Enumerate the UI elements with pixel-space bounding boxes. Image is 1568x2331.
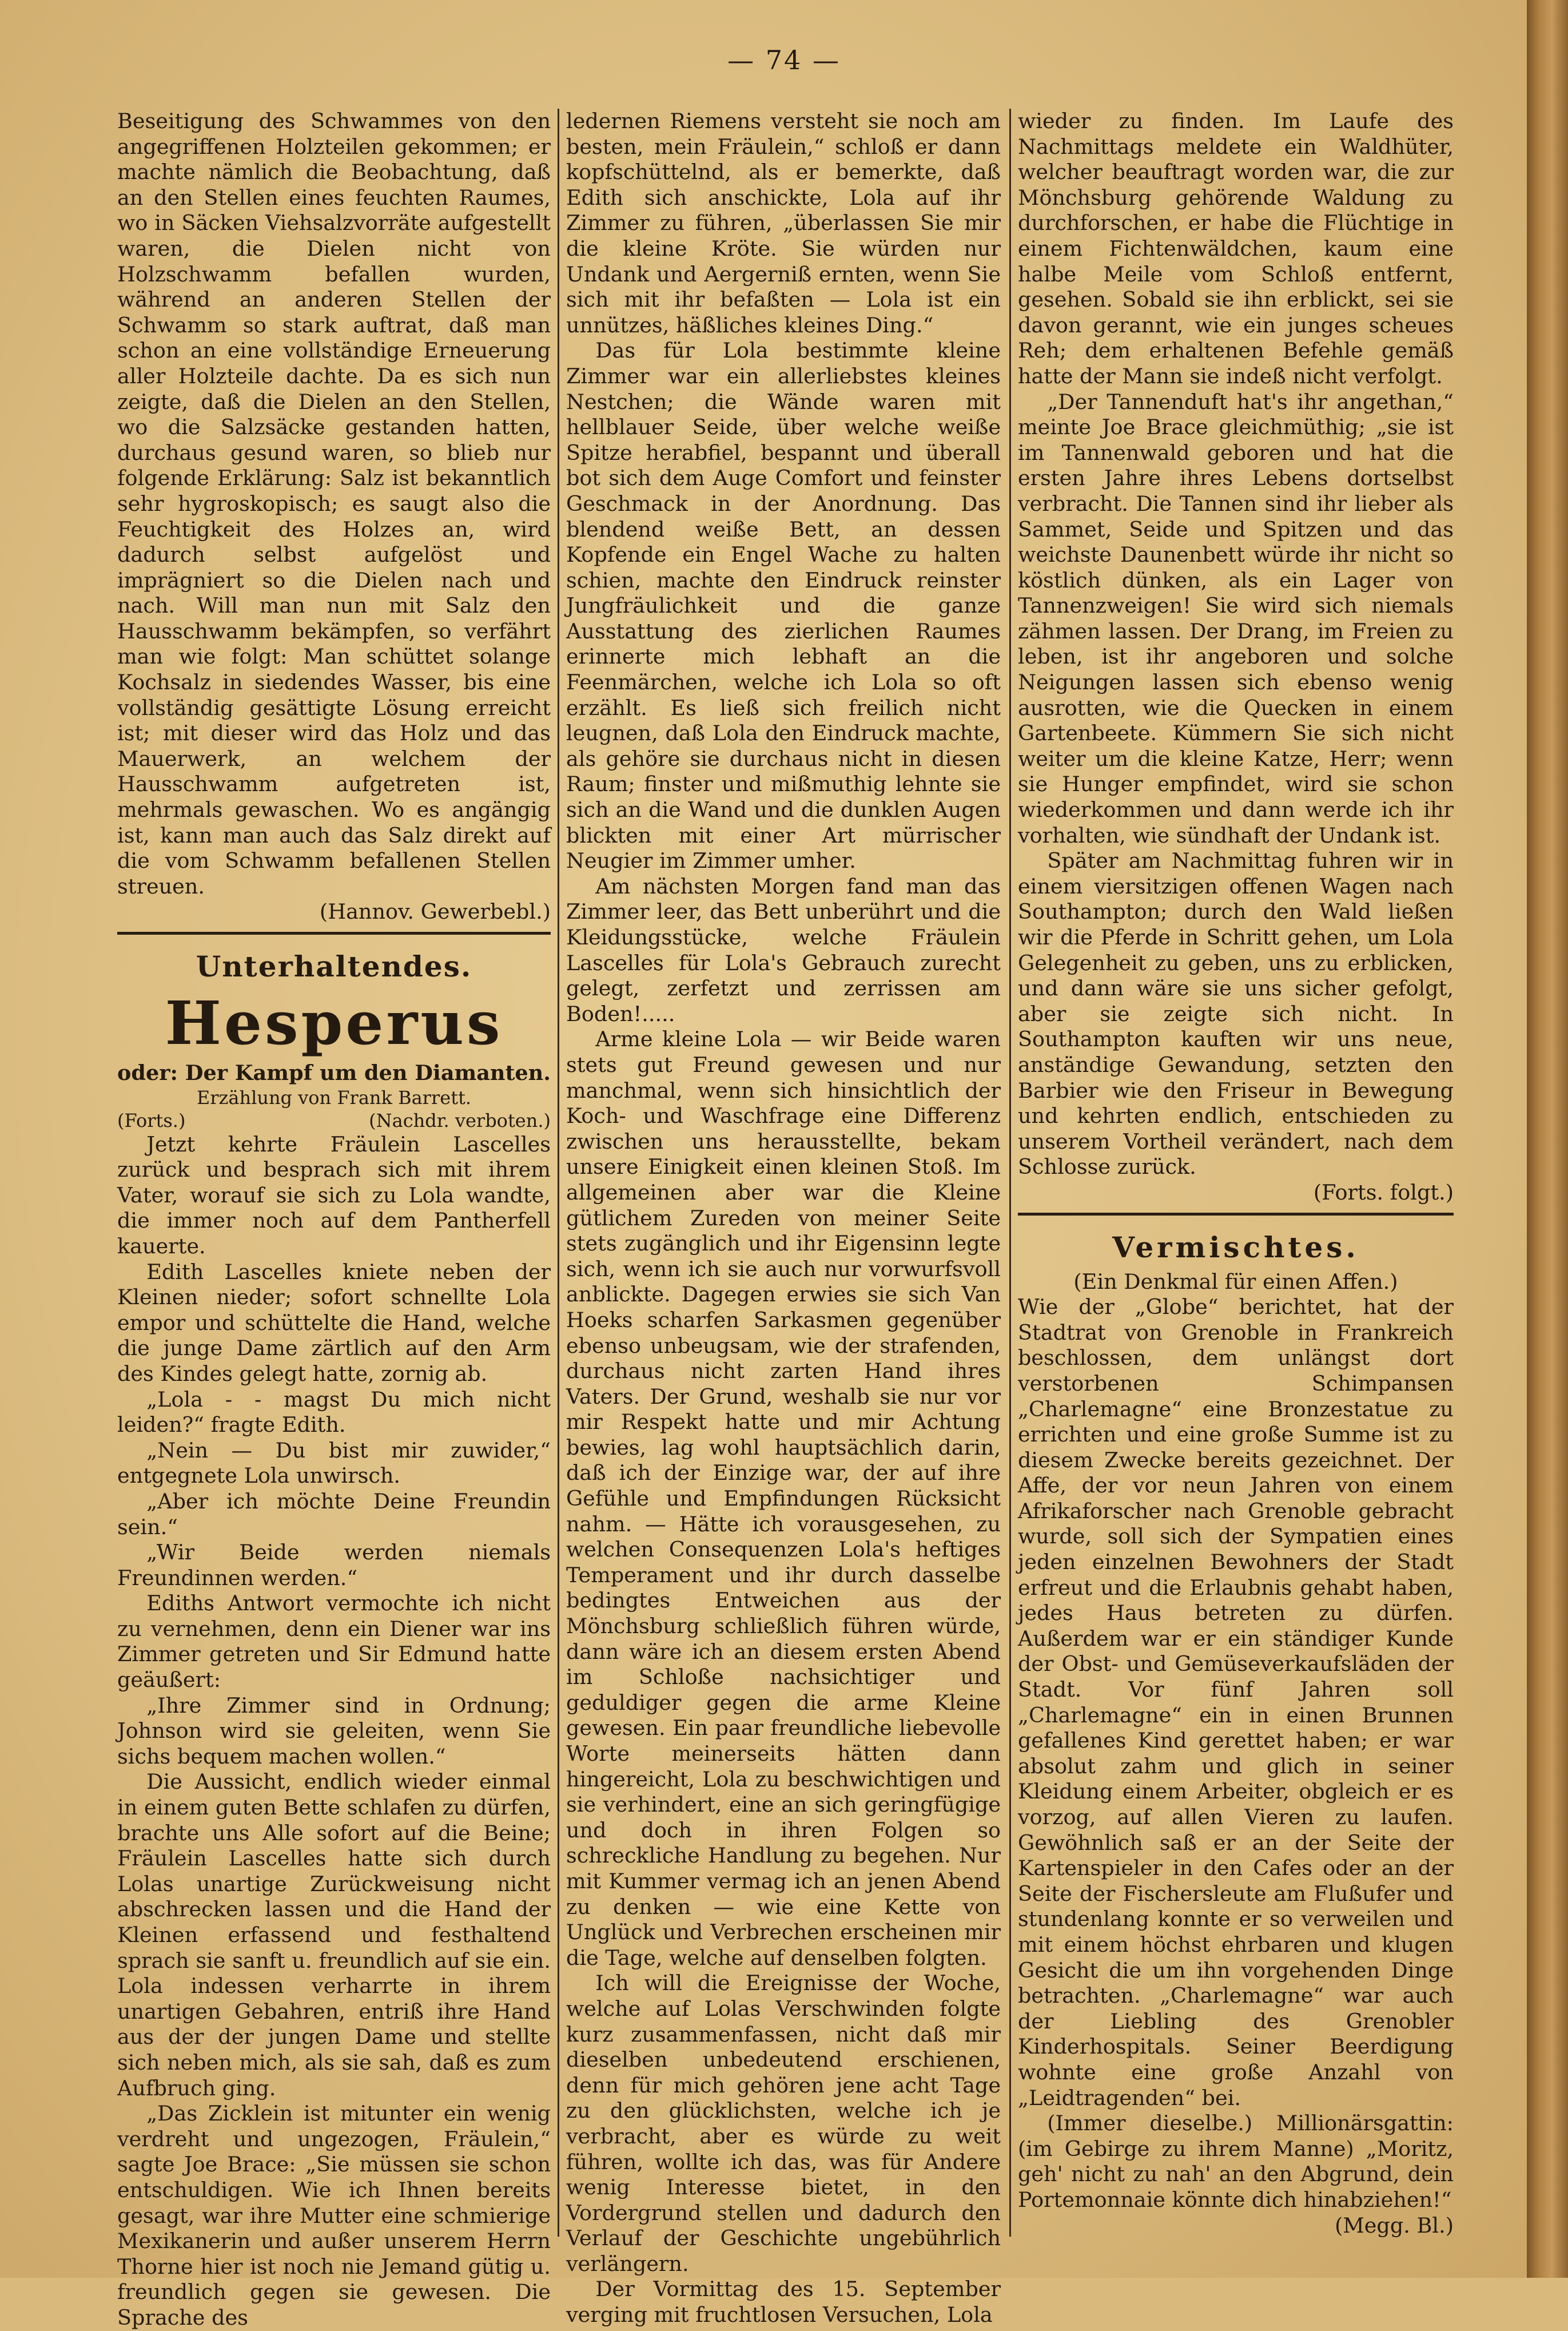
book-binding	[1527, 0, 1568, 2278]
divider	[117, 932, 551, 935]
story-paragraph: „Wir Beide werden niemals Freundinnen werden.“	[117, 1540, 551, 1590]
column-rule	[558, 109, 559, 2237]
item-title: (Ein Denkmal für einen Affen.)	[1073, 1269, 1398, 1294]
story-paragraph: Die Aussicht, endlich wieder einmal in einem guten Bette schlafen zu dürfen, brachte uns Alle sofort auf die Beine; Fräulein Lascelles hatte sich durch Lolas unartige Zurückweisung nicht abschrecken lassen und die Hand der Kleinen erfassend und festhaltend sprach sie sanft u. freundlich auf sie ein. Lola indessen verharrte in ihrem unartigen Gebahren, entriß ihre Hand aus der der jungen Dame und stellte sich neben mich, als sie sah, daß es zum Aufbruch ging.	[117, 1769, 551, 2100]
section-heading: Vermischtes.	[1112, 1230, 1359, 1264]
story-author: Erzählung von Frank Barrett.	[196, 1086, 472, 1109]
story-paragraph: Ediths Antwort vermochte ich nicht zu vernehmen, denn ein Diener war ins Zimmer getreten und Sir Edmund hatte geäußert:	[117, 1591, 551, 1693]
reprint-note: (Nachdr. verboten.)	[369, 1109, 551, 1131]
story-paragraph: Ich will die Ereignisse der Woche, welche auf Lolas Verschwinden folgte kurz zusammenfassen, nicht daß mir dieselben unbedeutend erschienen, denn für mich gehören jene acht Tage zu den glücklichsten, welche ich je verbracht, aber es würde zu weit führen, wollte ich das, was für Andere wenig Interesse bietet, in den Vordergrund stellen und dadurch den Verlauf der Geschichte ungebührlich verlängern.	[566, 1971, 1001, 2276]
story-subtitle: oder: Der Kampf um den Diamanten.	[117, 1061, 551, 1085]
item-text: Wie der „Globe“ berichtet, hat der Stadtrat von Grenoble in Frankreich beschlossen, dem unlängst dort verstorbenen Schimpansen „Charlemagne“ eine Bronzestatue zu errichten und eine große Summe ist zu diesem Zwecke bereits gezeichnet. Der Affe, der vor neun Jahren von einem Afrikaforscher nach Grenoble gebracht wurde, soll sich der Sympatien eines jeden einzelnen Bewohners der Stadt erfreut und die Erlaubnis gehabt haben, jedes Haus betreten zu dürfen. Außerdem war er ein ständiger Kunde der Obst- und Gemüseverkaufsläden der Stadt. Vor fünf Jahren soll „Charlemagne“ ein in einen Brunnen gefallenes Kind gerettet haben; er war absolut zahm und glich in seiner Kleidung einem Arbeiter, obgleich er es vorzog, auf allen Vieren zu laufen. Gewöhnlich saß er an der Seite der Kartenspieler in den Cafes oder an der Seite der Fischersleute am Flußufer und stundenlang konnte er so verweilen und mit einem höchst ehrbaren und klugen Gesicht die um ihn vorgehenden Dinge betrachten. „Charlemagne“ war auch der Liebling des Grenobler Kinderhospitals. Seiner Beerdigung wohnte eine große Anzahl von „Leidtragenden“ bei.	[1018, 1294, 1454, 2110]
story-paragraph: „Das Zicklein ist mitunter ein wenig verdreht und ungezogen, Fräulein,“ sagte Joe Brace: „Sie müssen sie schon entschuldigen. Wie ich Ihnen bereits gesagt, war ihre Mutter eine schmierige Mexikanerin und außer unserem Herrn Thorne hier ist noch nie Jemand gütig u. freundlich gegen sie gewesen. Die Sprache des	[117, 2101, 551, 2330]
story-paragraph: Der Vormittag des 15. September verging mit fruchtlosen Versuchen, Lola	[566, 2277, 1001, 2328]
column-rule	[1009, 109, 1011, 2237]
story-paragraph: „Nein — Du bist mir zuwider,“ entgegnete Lola unwirsch.	[117, 1437, 551, 1488]
story-paragraph: „Ihre Zimmer sind in Ordnung; Johnson wird sie geleiten, wenn Sie sichs bequem machen wollen.“	[117, 1693, 551, 1769]
story-paragraph: Später am Nachmittag fuhren wir in einem viersitzigen offenen Wagen nach Southampton; durch den Wald ließen wir die Pferde in Schritt gehen, um Lola Gelegenheit zu geben, uns zu erblicken, und dann wäre sie uns sicher gefolgt, aber sie zeigte sich nicht. In Southampton kauften wir uns neue, anständige Gewandung, setzten den Barbier wie den Friseur in Bewegung und kehrten endlich, entschieden zu unserem Vortheil verändert, nach dem Schlosse zurück.	[1018, 848, 1454, 1180]
story-paragraph: „Lola - - magst Du mich nicht leiden?“ fragte Edith.	[117, 1387, 551, 1437]
column-2	[566, 109, 1001, 2328]
story-paragraph: wieder zu finden. Im Laufe des Nachmittags meldete ein Waldhüter, welcher beauftragt worden war, die zur Mönchsburg gehörende Waldung zu durchforschen, er habe die Flüchtige in einem Fichtenwäldchen, kaum eine halbe Meile vom Schloß entfernt, gesehen. Sobald sie ihn erblickt, sei sie davon gerannt, wie ein junges scheues Reh; dem erhaltenen Befehle gemäß hatte der Mann sie indeß nicht verfolgt.	[1018, 109, 1454, 388]
story-paragraph: „Aber ich möchte Deine Freundin sein.“	[117, 1488, 551, 1539]
story-paragraph: Edith Lascelles kniete neben der Kleinen nieder; sofort schnellte Lola empor und schüttelte die Hand, welche die junge Dame zärtlich auf den Arm des Kindes gelegt hatte, zornig ab.	[117, 1259, 551, 1386]
article-source: (Hannov. Gewerbebl.)	[319, 899, 551, 924]
item-text: Millionärsgattin: (im Gebirge zu ihrem Manne) „Moritz, geh' nicht zu nah' an den Abgrund, dein Portemonnaie könnte dich hinabziehen!“	[1018, 2111, 1454, 2212]
story-paragraph: Am nächsten Morgen fand man das Zimmer leer, das Bett unberührt und die Kleidungsstücke, welche Fräulein Lascelles für Lola's Gebrauch zurecht gelegt, zerfetzt und zerrissen am Boden!.....	[566, 873, 1001, 1026]
continued-note: (Forts. folgt.)	[1313, 1180, 1454, 1205]
continued-note: (Forts.)	[117, 1109, 186, 1131]
story-notes	[117, 1109, 551, 1132]
story-paragraph: Jetzt kehrte Fräulein Lascelles zurück und besprach sich mit ihrem Vater, worauf sie sich zu Lola wandte, die immer noch auf dem Pantherfell kauerte.	[117, 1131, 551, 1258]
divider	[1018, 1213, 1454, 1216]
item-source: (Megg. Bl.)	[1335, 2213, 1454, 2238]
page-number: — 74 —	[727, 45, 841, 76]
article-text: Beseitigung des Schwammes von den angegriffenen Holzteilen gekommen; er machte nämlich die Beobachtung, daß an den Stellen eines feuchten Raumes, wo in Säcken Viehsalzvorräte aufgestellt waren, die Dielen nicht von Holzschwamm befallen wurden, während an anderen Stellen der Schwamm so stark auftrat, daß man schon an eine vollständige Erneuerung aller Holzteile dachte. Da es sich nun zeigte, daß die Dielen an den Stellen, wo die Salzsäcke gestanden hatten, durchaus gesund waren, so blieb nur folgende Erklärung: Salz ist bekanntlich sehr hygroskopisch; es saugt also die Feuchtigkeit des Holzes an, wird dadurch selbst aufgelöst und imprägniert so die Dielen nach und nach. Will man nun mit Salz den Hausschwamm bekämpfen, so verfährt man wie folgt: Man schüttet solange Kochsalz in siedendes Wasser, bis eine vollständig gesättigte Lösung erreicht ist; mit dieser wird das Holz und das Mauerwerk, an welchem der Hausschwamm aufgetreten ist, mehrmals gewaschen. Wo es angängig ist, kann man auch das Salz direkt auf die vom Schwamm befallenen Stellen streuen.	[117, 109, 551, 899]
section-heading: Unterhaltendes.	[196, 950, 472, 983]
story-paragraph: Das für Lola bestimmte kleine Zimmer war ein allerliebstes kleines Nestchen; die Wände waren mit hellblauer Seide, über welche weiße Spitze herabfiel, bespannt und überall bot sich dem Auge Comfort und feinster Geschmack in der Anordnung. Das blendend weiße Bett, an dessen Kopfende ein Engel Wache zu halten schien, machte den Eindruck reinster Jungfräulichkeit und die ganze Ausstattung des zierlichen Raumes erinnerte mich lebhaft an die Feenmärchen, welche ich Lola so oft erzählt. Es ließ sich freilich nicht leugnen, daß Lola den Eindruck machte, als gehöre sie durchaus nicht in diesen Raum; finster und mißmuthig lehnte sie sich an die Wand und die dunklen Augen blickten mit einer Art mürrischer Neugier im Zimmer umher.	[566, 338, 1001, 873]
item-paragraph	[1018, 2111, 1454, 2213]
item-title: (Immer dieselbe.)	[1047, 2111, 1253, 2136]
story-paragraph: Arme kleine Lola — wir Beide waren stets gut Freund gewesen und nur manchmal, wenn sich hinsichtlich der Koch- und Waschfrage eine Differenz zwischen uns herausstellte, bekam unsere Einigkeit einen kleinen Stoß. Im allgemeinen aber war die Kleine gütlichem Zureden von meiner Seite stets zugänglich und ihr Eigensinn legte sich, wenn ich sie auch nur vorwurfsvoll anblickte. Dagegen erwies sie sich Van Hoeks scharfen Sarkasmen gegenüber ebenso unbeugsam, wie der strafenden, durchaus nicht zarten Hand ihres Vaters. Der Grund, weshalb sie nur vor mir Respekt hatte und mir Achtung bewies, lag wohl hauptsächlich darin, daß ich der Einzige war, der auf ihre Gefühle und Empfindungen Rücksicht nahm. — Hätte ich vorausgesehen, zu welchen Consequenzen Lola's heftiges Temperament und ihr durch dasselbe bedingtes Entweichen aus der Mönchsburg schließlich führen würde, dann wäre ich an diesem ersten Abend im Schloße nachsichtiger und geduldiger gegen die arme Kleine gewesen. Ein paar freundliche liebevolle Worte meinerseits hätten dann hingereicht, Lola zu beschwichtigen und sie verhindert, eine an sich geringfügige und doch in ihren Folgen so schreckliche Handlung zu begehen. Nur mit Kummer vermag ich an jenen Abend zu denken — wie eine Kette von Unglück und Verbrechen erscheinen mir die Tage, welche auf denselben folgten.	[566, 1027, 1001, 1970]
column-1	[117, 109, 551, 2330]
column-3	[1018, 109, 1454, 2237]
story-paragraph: ledernen Riemens versteht sie noch am besten, mein Fräulein,“ schloß er dann kopfschüttelnd, als er bemerkte, daß Edith sich anschickte, Lola auf ihr Zimmer zu führen, „überlassen Sie mir die kleine Kröte. Sie würden nur Undank und Aergerniß ernten, wenn Sie sich mit ihr befaßten — Lola ist ein unnützes, häßliches kleines Ding.“	[566, 109, 1001, 337]
story-paragraph: „Der Tannenduft hat's ihr angethan,“ meinte Joe Brace gleichmüthig; „sie ist im Tannenwald geboren und hat die ersten Jahre ihres Lebens dortselbst verbracht. Die Tannen sind ihr lieber als Sammet, Seide und Spitzen und das weichste Daunenbett würde ihr nicht so köstlich dünken, als ein Lager von Tannenzweigen! Sie wird sich niemals zähmen lassen. Der Drang, im Freien zu leben, ist ihr angeboren und solche Neigungen lassen sich ebenso wenig ausrotten, wie die Quecken in einem Gartenbeete. Kümmern Sie sich nicht weiter um die kleine Katze, Herr; wenn sie Hunger empfindet, wird sie schon wiederkommen und dann werde ich ihr vorhalten, wie sündhaft der Undank ist.	[1018, 389, 1454, 848]
story-title: Hesperus	[165, 988, 503, 1058]
